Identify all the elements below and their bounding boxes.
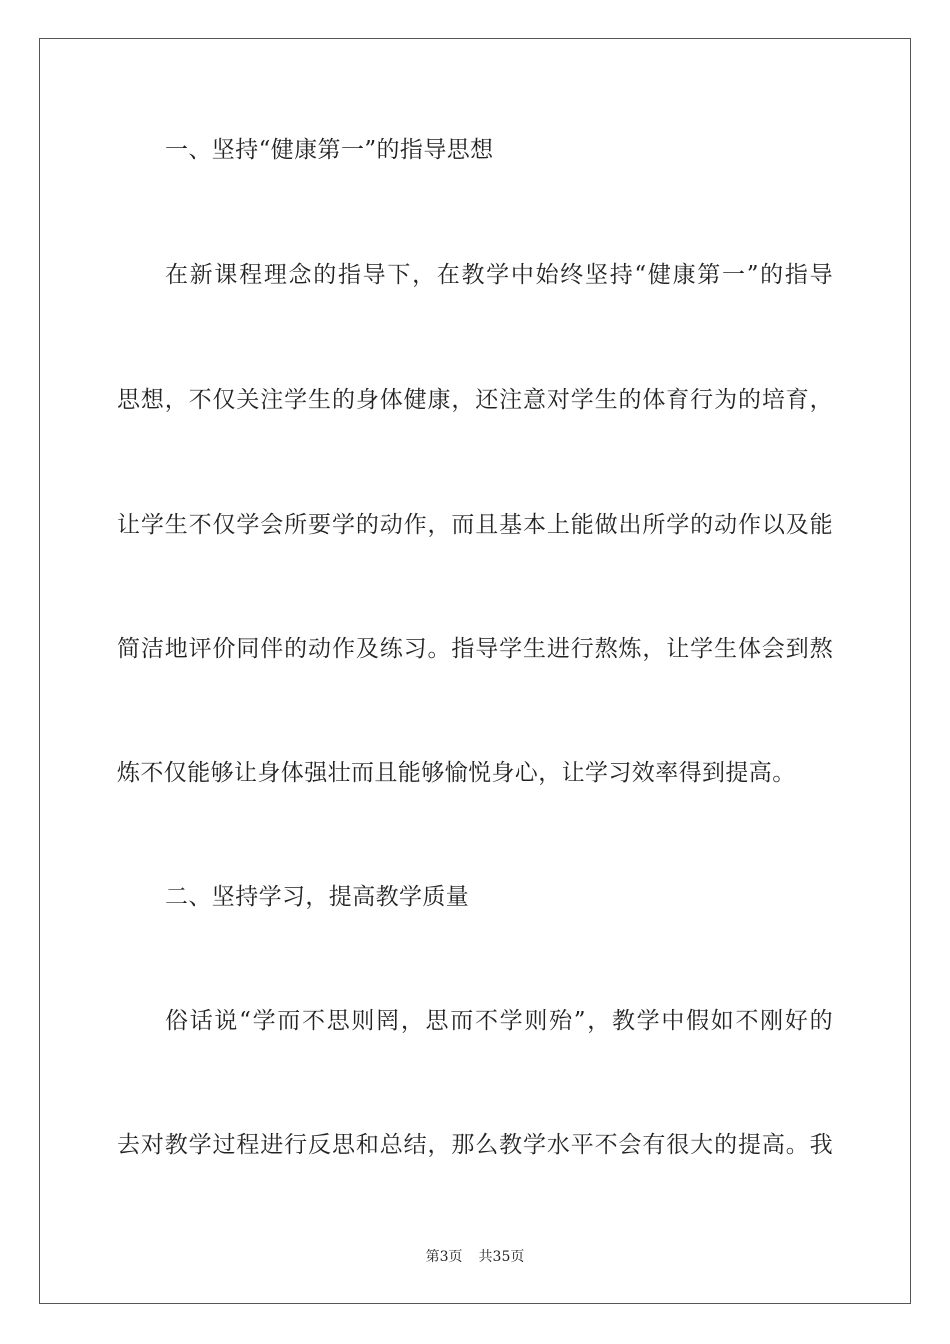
page-footer — [0, 1247, 950, 1267]
paragraph-line: 去对教学过程进行反思和总结，那么教学水平不会有很大的提高。我 — [117, 1132, 833, 1158]
paragraph-line: 让学生不仅学会所要学的动作，而且基本上能做出所学的动作以及能 — [117, 512, 833, 538]
page-total: 共35页 — [478, 1249, 525, 1265]
paragraph-line: 思想，不仅关注学生的身体健康，还注意对学生的体育行为的培育， — [117, 387, 833, 413]
page-frame — [39, 38, 911, 1304]
paragraph-line: 炼不仅能够让身体强壮而且能够愉悦身心，让学习效率得到提高。 — [117, 760, 796, 786]
paragraph-line: 在新课程理念的指导下，在教学中始终坚持“健康第一”的指导 — [165, 262, 833, 288]
section-heading-1: 一、坚持“健康第一”的指导思想 — [165, 137, 494, 163]
page-number: 第3页 — [425, 1249, 463, 1265]
section-heading-2: 二、坚持学习，提高教学质量 — [165, 884, 470, 910]
paragraph-line: 简洁地评价同伴的动作及练习。指导学生进行熬炼，让学生体会到熬 — [117, 636, 833, 662]
paragraph-line: 俗话说“学而不思则罔，思而不学则殆”，教学中假如不刚好的 — [165, 1008, 833, 1034]
